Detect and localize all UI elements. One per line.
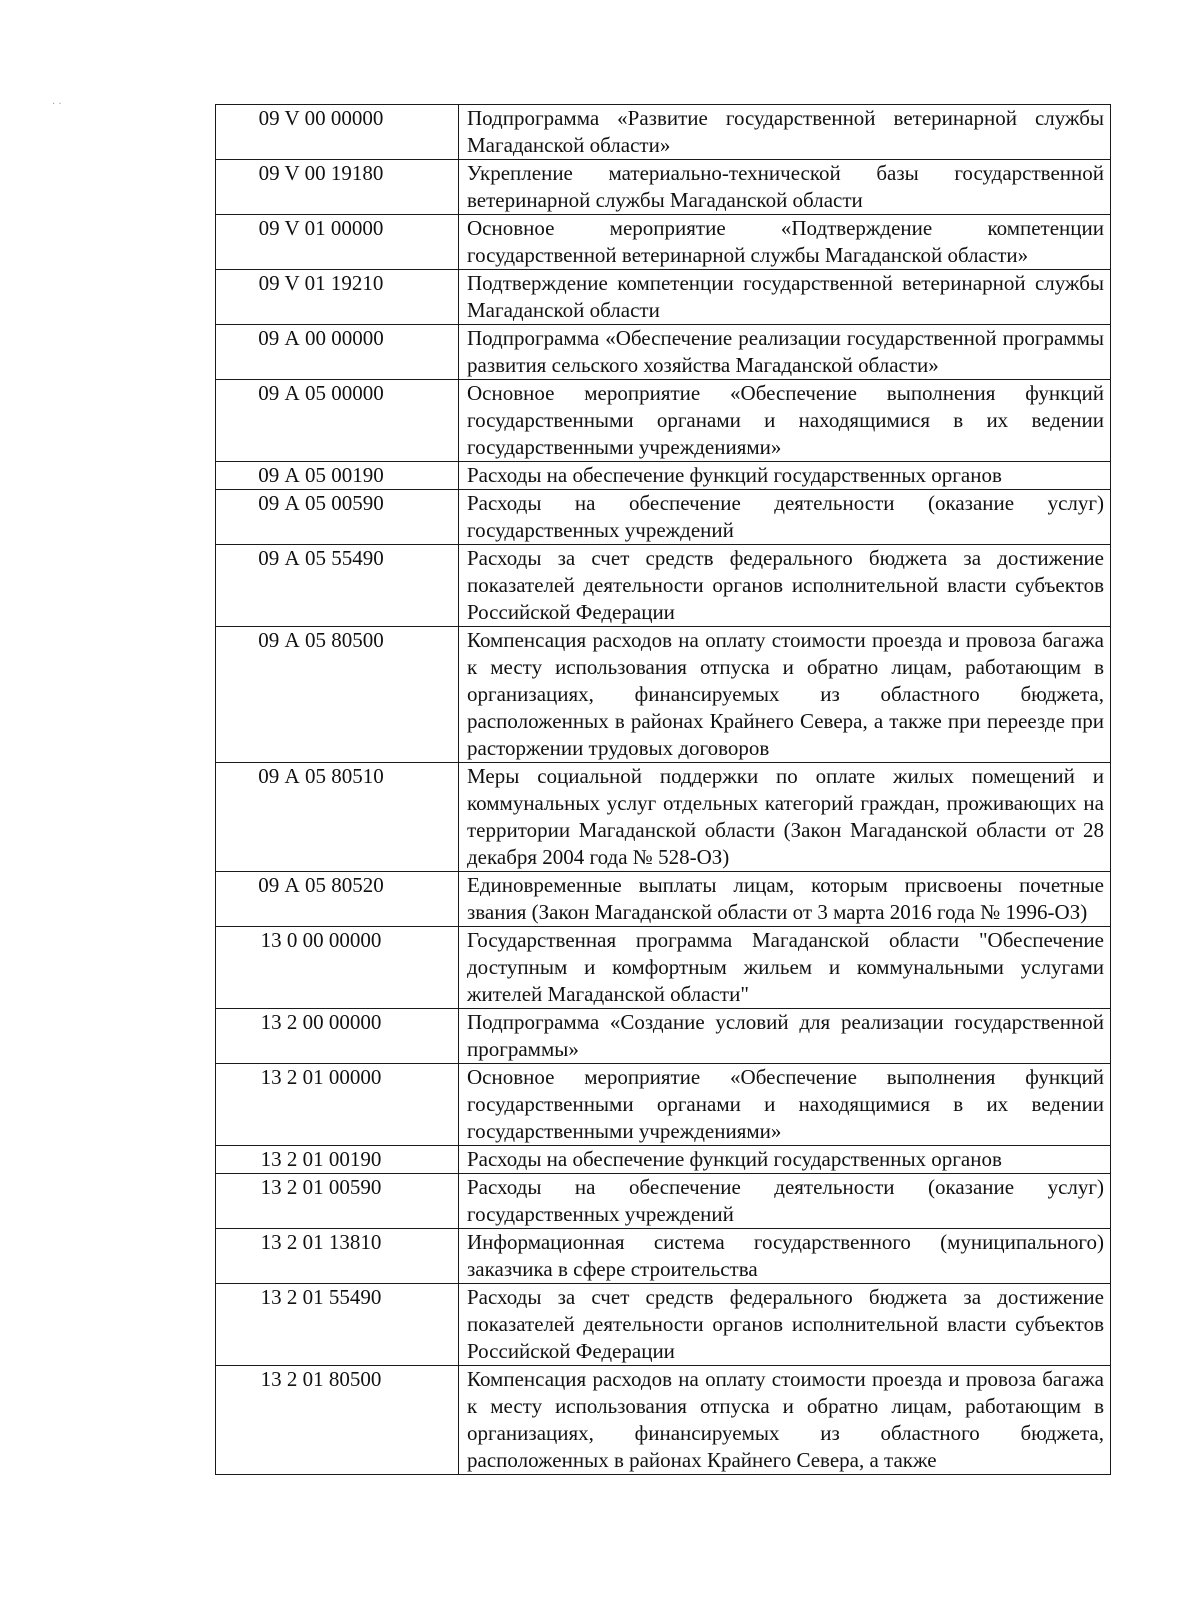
description-cell: Расходы на обеспечение деятельности (оказание услуг) государственных учреждений [459,1174,1111,1229]
code-cell: 09 V 00 19180 [216,160,459,215]
table-row [216,1174,1111,1229]
code-cell: 13 2 01 00190 [216,1146,459,1174]
description-cell: Основное мероприятие «Подтверждение компетенции государственной ветеринарной службы Магаданской области» [459,215,1111,270]
table-row [216,325,1111,380]
description-cell: Подтверждение компетенции государственной ветеринарной службы Магаданской области [459,270,1111,325]
table-row [216,545,1111,627]
description-cell: Основное мероприятие «Обеспечение выполнения функций государственными органами и находящимися в их ведении государственными учреждениями» [459,380,1111,462]
description-cell: Компенсация расходов на оплату стоимости проезда и провоза багажа к месту использования отпуска и обратно лицам, работающим в организациях, финансируемых из областного бюджета, расположенных в районах Крайнего Севера, а также при переезде при расторжении трудовых договоров [459,627,1111,763]
description-cell: Расходы на обеспечение функций государственных органов [459,462,1111,490]
table-row [216,763,1111,872]
table-row [216,462,1111,490]
table-row [216,380,1111,462]
code-cell: 09 V 01 00000 [216,215,459,270]
table-row [216,1009,1111,1064]
table-row [216,105,1111,160]
description-cell: Расходы за счет средств федерального бюджета за достижение показателей деятельности органов исполнительной власти субъектов Российской Федерации [459,1284,1111,1366]
code-cell: 09 А 05 80520 [216,872,459,927]
code-cell: 09 V 01 19210 [216,270,459,325]
table-row [216,627,1111,763]
table-row [216,1229,1111,1284]
code-cell: 13 2 01 00000 [216,1064,459,1146]
code-cell: 09 А 05 80500 [216,627,459,763]
table-row [216,1366,1111,1475]
scan-artifact: · · [52,99,62,110]
description-cell: Подпрограмма «Создание условий для реализации государственной программы» [459,1009,1111,1064]
code-cell: 09 А 05 55490 [216,545,459,627]
code-cell: 13 2 01 80500 [216,1366,459,1475]
description-cell: Расходы за счет средств федерального бюджета за достижение показателей деятельности органов исполнительной власти субъектов Российской Федерации [459,545,1111,627]
code-cell: 13 2 00 00000 [216,1009,459,1064]
code-cell: 09 А 00 00000 [216,325,459,380]
code-cell: 13 2 01 00590 [216,1174,459,1229]
description-cell: Подпрограмма «Обеспечение реализации государственной программы развития сельского хозяйства Магаданской области» [459,325,1111,380]
table-row [216,270,1111,325]
code-cell: 09 А 05 00590 [216,490,459,545]
code-cell: 13 0 00 00000 [216,927,459,1009]
table-row [216,872,1111,927]
table-row [216,927,1111,1009]
description-cell: Расходы на обеспечение деятельности (оказание услуг) государственных учреждений [459,490,1111,545]
code-cell: 13 2 01 13810 [216,1229,459,1284]
table-row [216,1284,1111,1366]
code-cell: 09 А 05 00000 [216,380,459,462]
code-cell: 09 А 05 80510 [216,763,459,872]
description-cell: Государственная программа Магаданской области "Обеспечение доступным и комфортным жильем и коммунальными услугами жителей Магаданской области" [459,927,1111,1009]
description-cell: Основное мероприятие «Обеспечение выполнения функций государственными органами и находящимися в их ведении государственными учреждениями» [459,1064,1111,1146]
table-row [216,490,1111,545]
code-cell: 09 А 05 00190 [216,462,459,490]
code-cell: 09 V 00 00000 [216,105,459,160]
description-cell: Компенсация расходов на оплату стоимости проезда и провоза багажа к месту использования отпуска и обратно лицам, работающим в организациях, финансируемых из областного бюджета, расположенных в районах Крайнего Севера, а также [459,1366,1111,1475]
budget-codes-table [215,104,1111,1475]
table-row [216,215,1111,270]
code-cell: 13 2 01 55490 [216,1284,459,1366]
description-cell: Укрепление материально-технической базы государственной ветеринарной службы Магаданской области [459,160,1111,215]
description-cell: Расходы на обеспечение функций государственных органов [459,1146,1111,1174]
description-cell: Единовременные выплаты лицам, которым присвоены почетные звания (Закон Магаданской области от 3 марта 2016 года № 1996-ОЗ) [459,872,1111,927]
description-cell: Меры социальной поддержки по оплате жилых помещений и коммунальных услуг отдельных категорий граждан, проживающих на территории Магаданской области (Закон Магаданской области от 28 декабря 2004 года № 528-ОЗ) [459,763,1111,872]
table-row [216,1146,1111,1174]
description-cell: Информационная система государственного (муниципального) заказчика в сфере строительства [459,1229,1111,1284]
description-cell: Подпрограмма «Развитие государственной ветеринарной службы Магаданской области» [459,105,1111,160]
table-row [216,160,1111,215]
table-row [216,1064,1111,1146]
